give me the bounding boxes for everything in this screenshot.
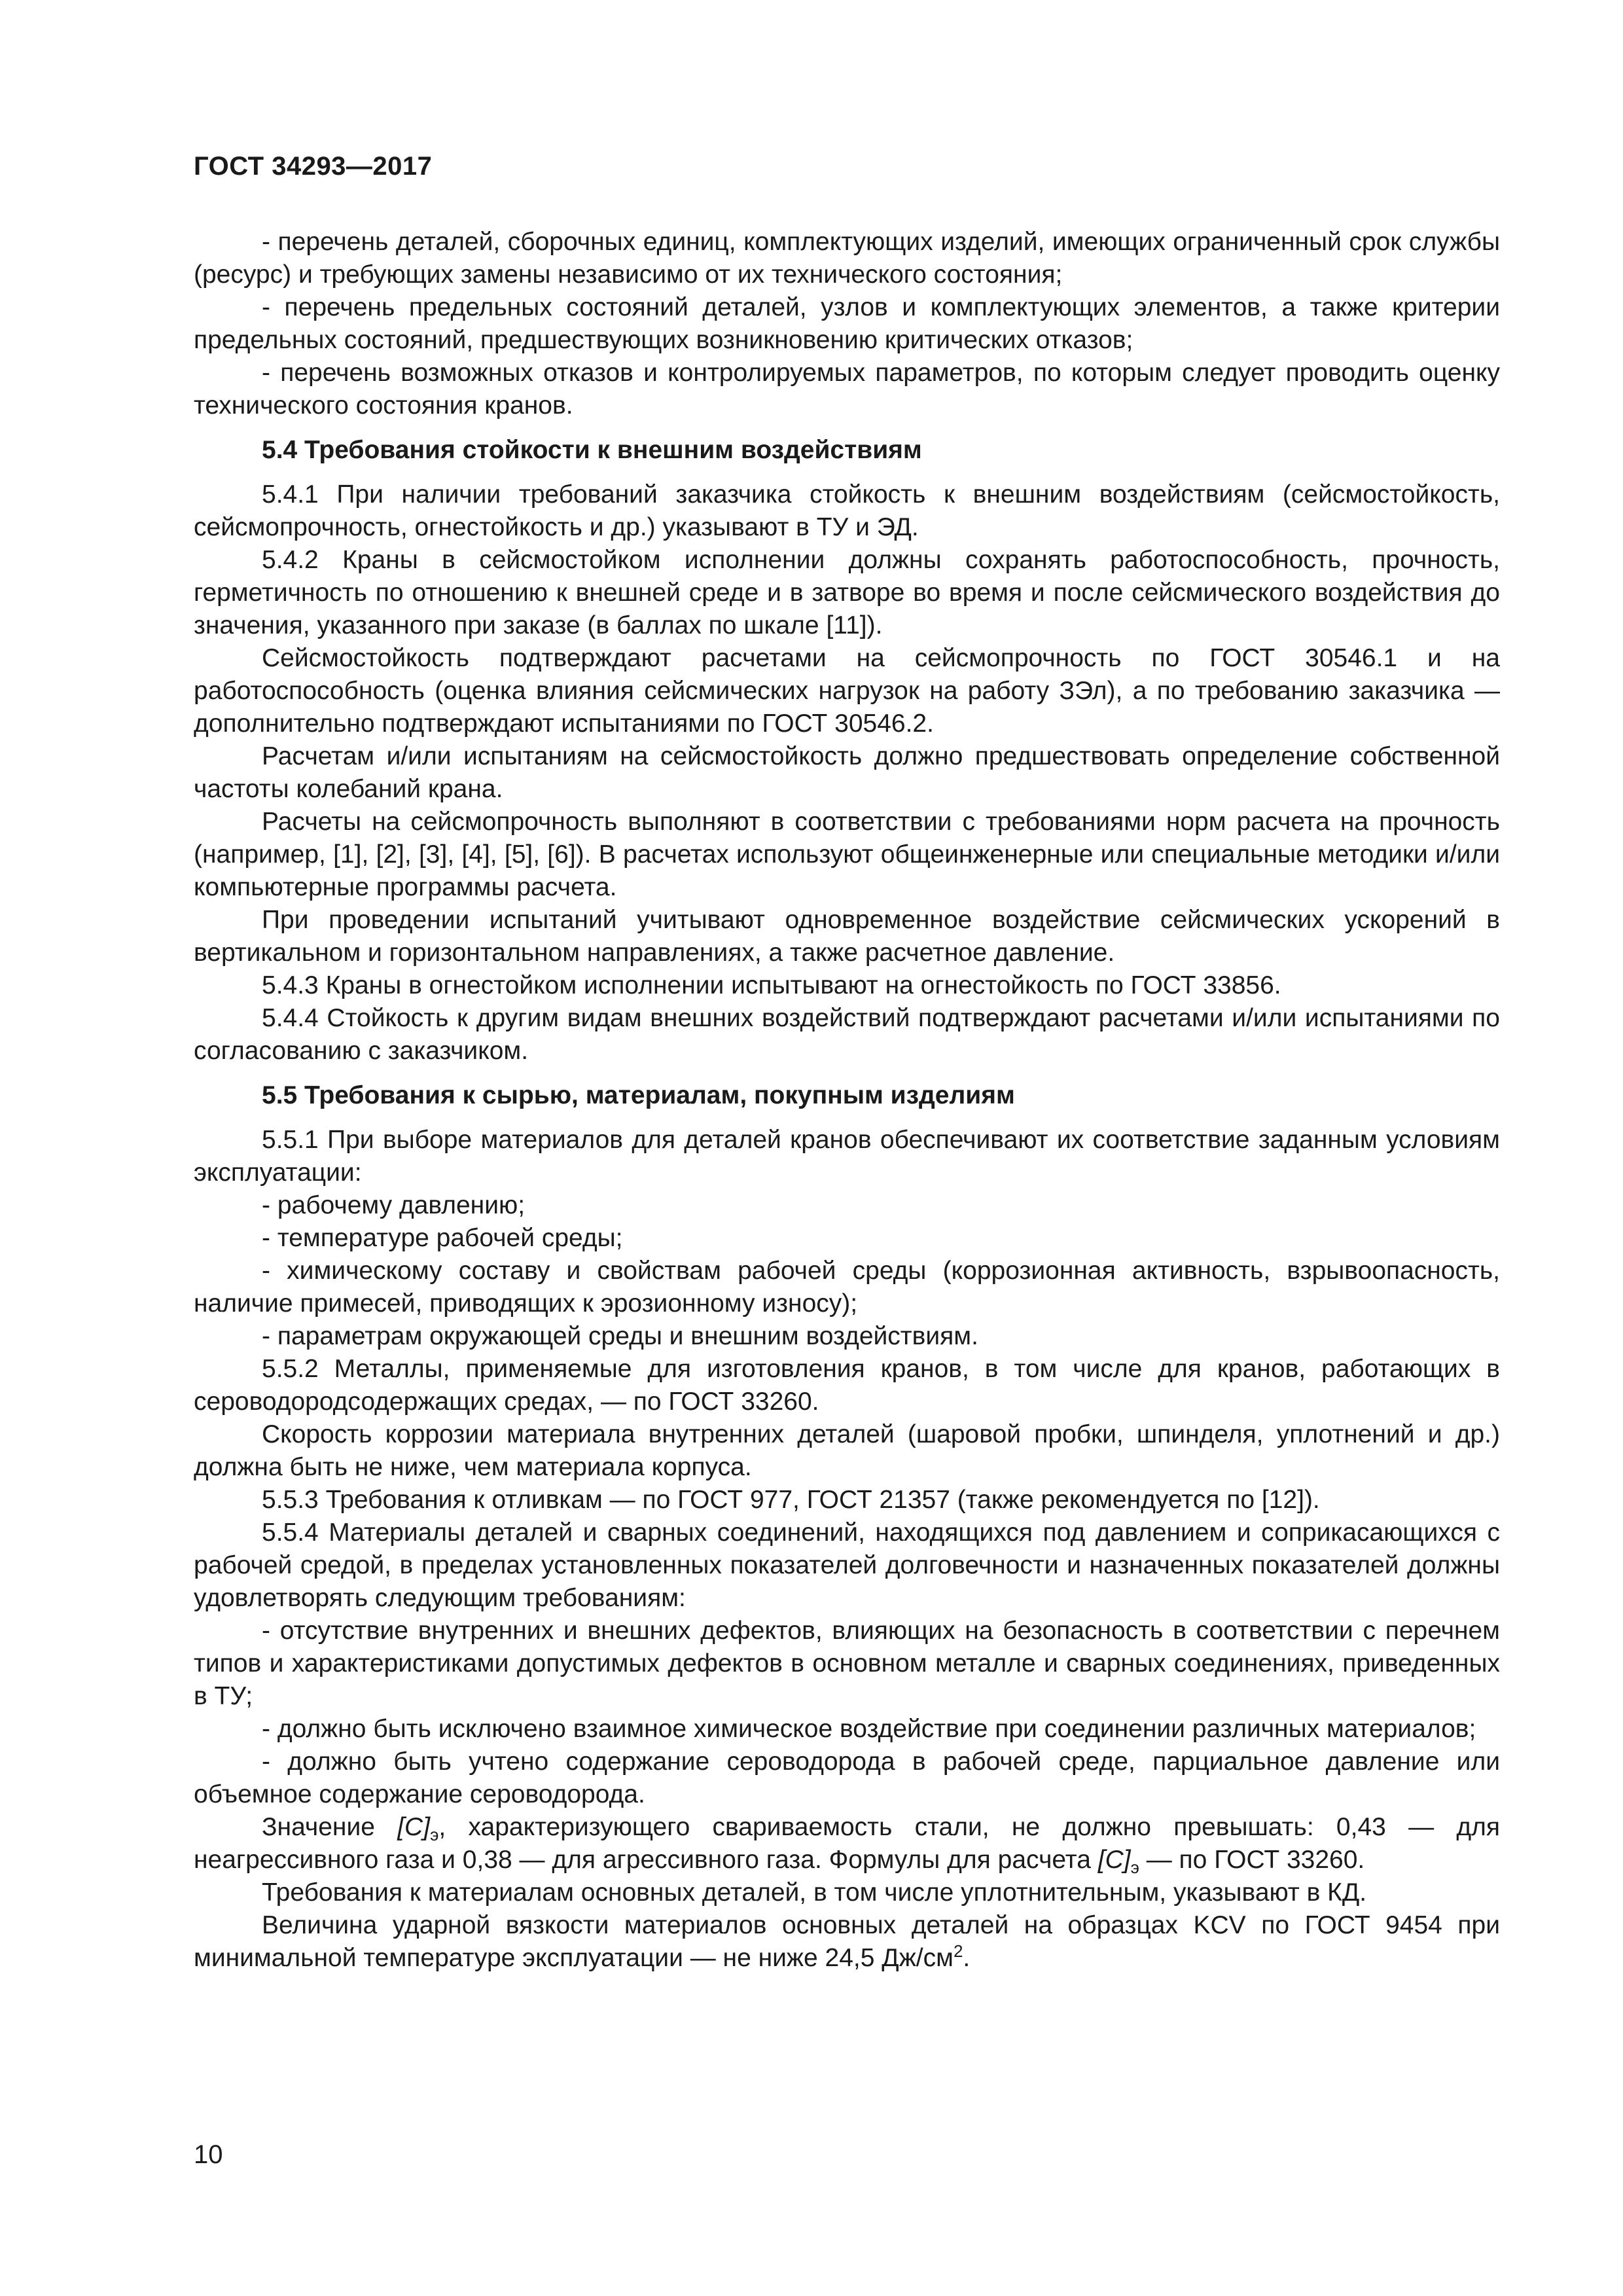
paragraph-impact-strength bbox=[194, 1909, 1500, 1975]
list-item: - отсутствие внутренних и внешних дефектов, влияющих на безопасность в соответствии с перечнем типов и характеристиками допустимых дефектов в основном металле и сварных соединениях, приведенных в ТУ; bbox=[194, 1617, 1500, 1710]
paragraph: - перечень предельных состояний деталей, узлов и комплектующих элементов, а также критерии предельных состояний, предшествующих возникновению критических отказов; bbox=[194, 293, 1500, 354]
formula-ce: [C] bbox=[1097, 1846, 1131, 1874]
text-fragment: — по ГОСТ 33260. bbox=[1139, 1846, 1365, 1874]
list-item: - должно быть исключено взаимное химическое воздействие при соединении различных материалов; bbox=[262, 1715, 1476, 1743]
formula-subscript: э bbox=[1130, 1857, 1139, 1877]
document-body bbox=[194, 226, 1500, 1975]
list-item: - рабочему давлению; bbox=[262, 1191, 526, 1219]
paragraph: Расчеты на сейсмопрочность выполняют в соответствии с требованиями норм расчета на прочность (например, [1], [2], [3], [4], [5], [6]). В расчетах используют общеинженерные или специальные методики и/или компьютерные программы расчета. bbox=[194, 808, 1500, 901]
list-item: - температуре рабочей среды; bbox=[262, 1224, 623, 1252]
paragraph: - перечень деталей, сборочных единиц, комплектующих изделий, имеющих ограниченный срок службы (ресурс) и требующих замены независимо от их технического состояния; bbox=[194, 228, 1500, 289]
page-number: 10 bbox=[194, 2140, 223, 2169]
document-header: ГОСТ 34293—2017 bbox=[194, 152, 433, 181]
unit-superscript: 2 bbox=[953, 1941, 963, 1961]
paragraph: Сейсмостойкость подтверждают расчетами на сейсмопрочность по ГОСТ 30546.1 и на работоспособность (оценка влияния сейсмических нагрузок на работу ЗЭл), а по требованию заказчика — дополнительно подтверждают испытаниями по ГОСТ 30546.2. bbox=[194, 644, 1500, 738]
paragraph: 5.4.2 Краны в сейсмостойком исполнении должны сохранять работоспособность, прочность, герметичность по отношению к внешней среде и в затворе во время и после сейсмического воздействия до значения, указанного при заказе (в баллах по шкале [11]). bbox=[194, 546, 1500, 639]
section-heading-5-4: 5.4 Требования стойкости к внешним воздействиям bbox=[262, 436, 922, 464]
section-heading-5-5: 5.5 Требования к сырью, материалам, покупным изделиям bbox=[262, 1081, 1015, 1109]
paragraph: - перечень возможных отказов и контролируемых параметров, по которым следует проводить оценку технического состояния кранов. bbox=[194, 359, 1500, 420]
paragraph: 5.4.4 Стойкость к другим видам внешних воздействий подтверждают расчетами и/или испытаниями по согласованию с заказчиком. bbox=[194, 1004, 1500, 1065]
paragraph: 5.5.1 При выборе материалов для деталей кранов обеспечивают их соответствие заданным условиям эксплуатации: bbox=[194, 1126, 1500, 1187]
paragraph: Скорость коррозии материала внутренних деталей (шаровой пробки, шпинделя, уплотнений и др.) должна быть не ниже, чем материала корпуса. bbox=[194, 1420, 1500, 1481]
paragraph: Расчетам и/или испытаниям на сейсмостойкость должно предшествовать определение собственной частоты колебаний крана. bbox=[194, 742, 1500, 803]
paragraph: 5.4.1 При наличии требований заказчика стойкость к внешним воздействиям (сейсмостойкость, сейсмопрочность, огнестойкость и др.) указывают в ТУ и ЭД. bbox=[194, 480, 1500, 541]
formula-subscript: э bbox=[430, 1825, 439, 1844]
list-item: - химическому составу и свойствам рабочей среды (коррозионная активность, взрывоопасность, наличие примесей, приводящих к эрозионному износу); bbox=[194, 1257, 1500, 1318]
text-fragment: . bbox=[963, 1944, 971, 1972]
formula-ce: [C] bbox=[397, 1813, 431, 1841]
paragraph: 5.4.3 Краны в огнестойком исполнении испытывают на огнестойкость по ГОСТ 33856. bbox=[262, 971, 1281, 999]
list-item: - параметрам окружающей среды и внешним воздействиям. bbox=[262, 1322, 978, 1350]
paragraph-carbon-equivalent bbox=[194, 1811, 1500, 1876]
paragraph: 5.5.2 Металлы, применяемые для изготовления кранов, в том числе для кранов, работающих в сероводородсодержащих средах, — по ГОСТ 33260. bbox=[194, 1355, 1500, 1416]
paragraph: При проведении испытаний учитывают одновременное воздействие сейсмических ускорений в вертикальном и горизонтальном направлениях, а также расчетное давление. bbox=[194, 906, 1500, 967]
text-fragment: , характеризующего свариваемость стали, не должно превышать: 0,43 — для неагрессивного газа и 0,38 — для агрессивного газа. Формулы для расчета bbox=[194, 1813, 1500, 1874]
paragraph: 5.5.3 Требования к отливкам — по ГОСТ 977, ГОСТ 21357 (также рекомендуется по [12]). bbox=[262, 1486, 1320, 1514]
text-fragment: Значение bbox=[262, 1813, 398, 1841]
list-item: - должно быть учтено содержание сероводорода в рабочей среде, парциальное давление или объемное содержание сероводорода. bbox=[194, 1748, 1500, 1808]
paragraph: 5.5.4 Материалы деталей и сварных соединений, находящихся под давлением и соприкасающихся с рабочей средой, в пределах установленных показателей долговечности и назначенных показателей должны удовлетворять следующим требованиям: bbox=[194, 1518, 1500, 1612]
paragraph: Требования к материалам основных деталей, в том числе уплотнительным, указывают в КД. bbox=[262, 1878, 1367, 1907]
text-fragment: Величина ударной вязкости материалов основных деталей на образцах KCV по ГОСТ 9454 при минимальной температуре эксплуатации — не ниже 24,5 Дж/см bbox=[194, 1911, 1500, 1972]
